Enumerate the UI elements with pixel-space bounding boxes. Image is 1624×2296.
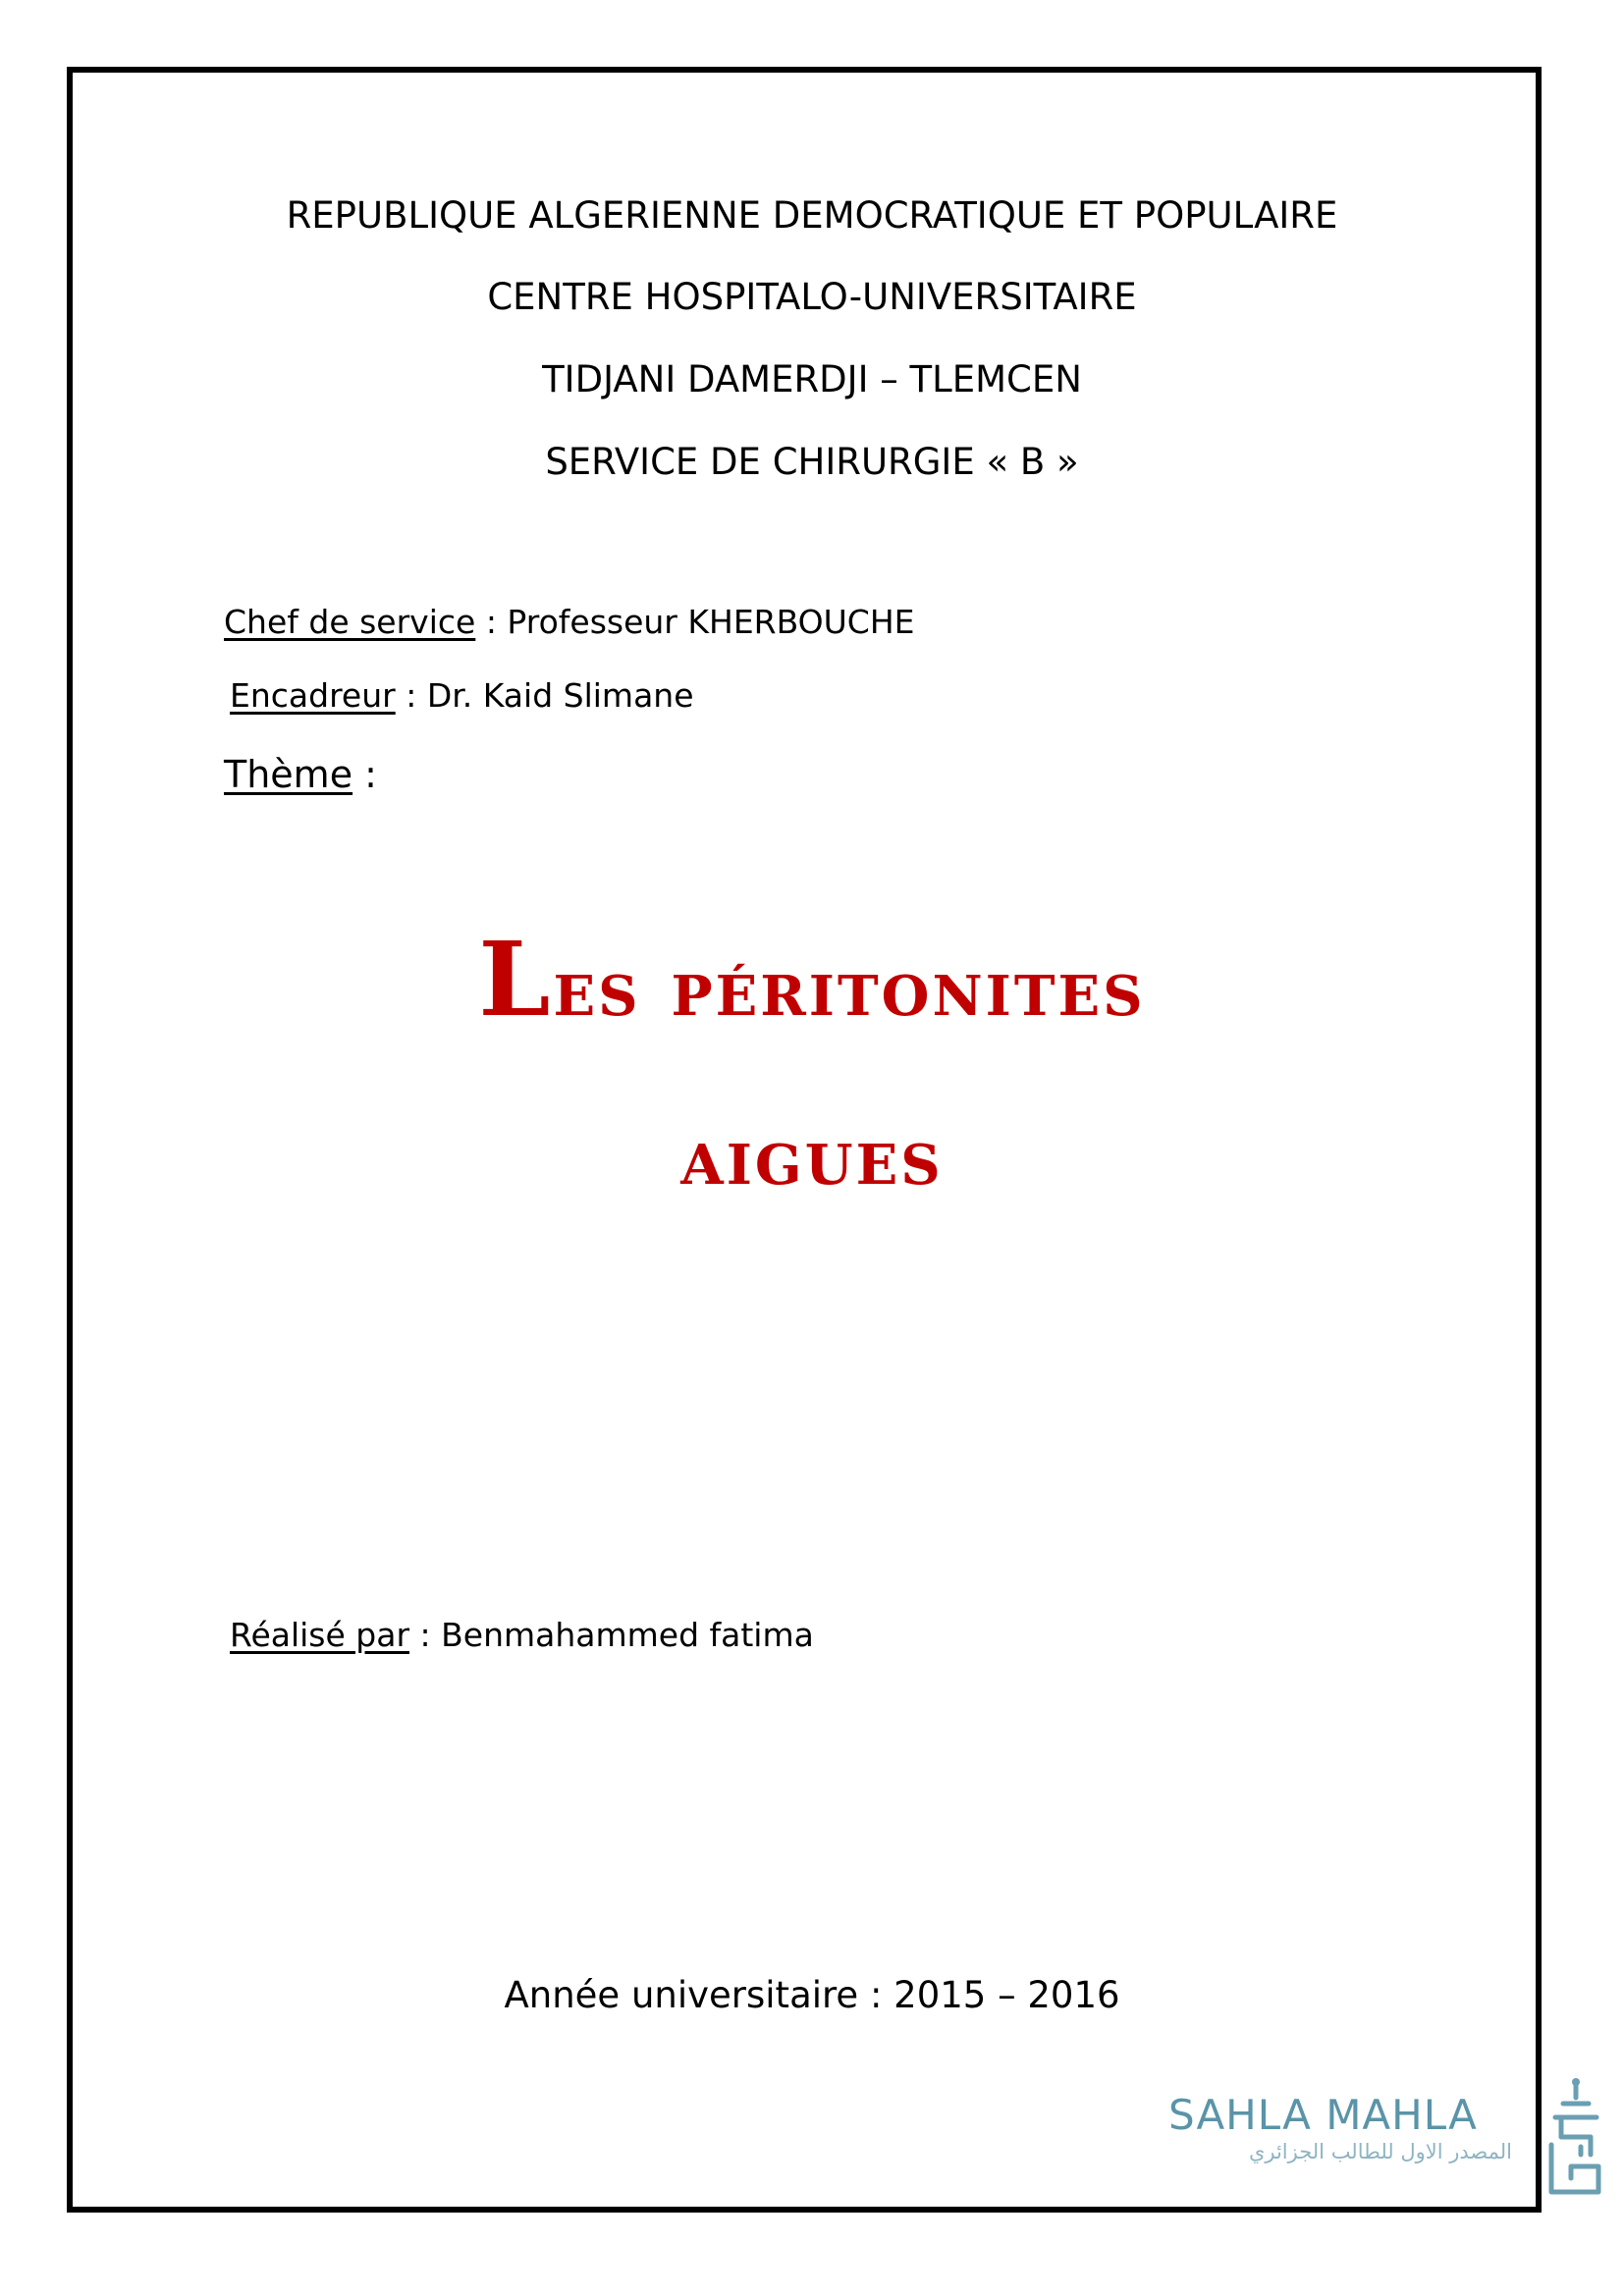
chef-de-service-label: Chef de service [224, 603, 476, 641]
realise-par-line [230, 1616, 814, 1655]
chef-de-service-line [224, 603, 915, 642]
header-service: SERVICE DE CHIRURGIE « B » [545, 441, 1079, 483]
encadreur-value: : Dr. Kaid Slimane [395, 676, 694, 715]
theme-label: Thème [224, 753, 353, 796]
encadreur-label: Encadreur [230, 676, 396, 715]
theme-value: : [352, 753, 377, 796]
title-line-1-rest: es péritonites [553, 941, 1146, 1034]
header-hospital-name: TIDJANI DAMERDJI – TLEMCEN [542, 358, 1082, 400]
realise-par-value: : Benmahammed fatima [409, 1616, 814, 1654]
watermark-tagline: المصدر الاول للطالب الجزائري [1248, 2140, 1512, 2163]
chef-de-service-value: : Professeur KHERBOUCHE [475, 603, 915, 641]
encadreur-line [230, 676, 694, 716]
document-title-line-2: aigues [680, 1110, 944, 1202]
document-title-line-1 [0, 919, 1624, 1040]
sahla-mahla-watermark [1168, 2091, 1522, 2189]
header-chu: CENTRE HOSPITALO-UNIVERSITAIRE [487, 276, 1137, 318]
sahla-mahla-logo-icon [1542, 2076, 1610, 2204]
title-initial: L [478, 919, 554, 1040]
header-republique: REPUBLIQUE ALGERIENNE DEMOCRATIQUE ET POPULAIRE [286, 194, 1338, 237]
realise-par-label: Réalisé par [230, 1616, 410, 1654]
watermark-brand: SAHLA MAHLA [1168, 2091, 1478, 2139]
academic-year: Année universitaire : 2015 – 2016 [504, 1974, 1120, 2016]
theme-line [224, 752, 377, 797]
